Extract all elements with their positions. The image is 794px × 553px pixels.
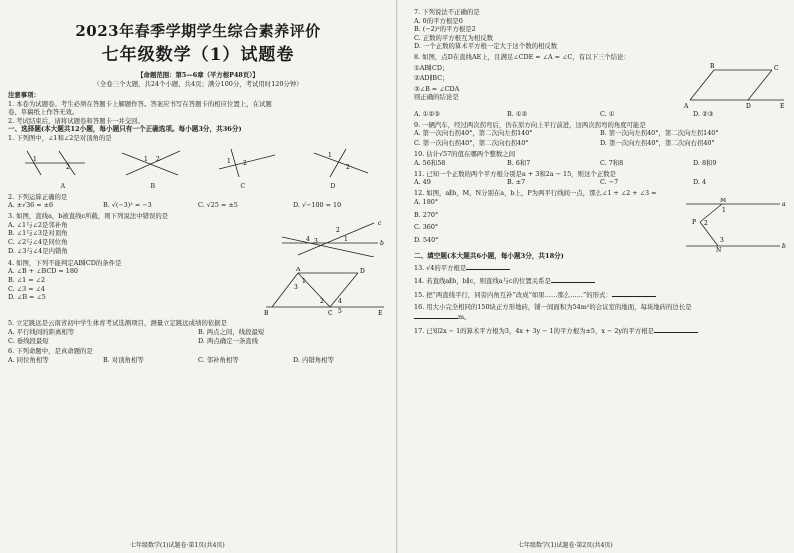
q1-figure-b xyxy=(116,145,186,181)
svg-text:1: 1 xyxy=(327,151,332,159)
question-11: 11. 已知一个正数的两个平方根分别是a + 3和2a − 15，则这个正数是 xyxy=(414,169,616,178)
q8-body xyxy=(414,62,786,110)
question-8: 8. 如图，点D在直线AE上，且满足∠CDE = ∠A = ∠C，有以下三个结论： xyxy=(414,52,630,61)
q14-text: 14. 若直线a∥b，b∥c，则直线a与c的位置关系是 xyxy=(414,277,551,286)
svg-text:1: 1 xyxy=(143,155,148,163)
question-7: 7. 下列说法不正确的是 xyxy=(414,8,480,16)
page-2-footer: 七年级数学(1)试题卷·第2页(共4页) xyxy=(518,542,613,549)
q2-option-b: B. √(−3)² = −3 xyxy=(103,201,152,210)
svg-text:B: B xyxy=(710,62,715,70)
q7-option-b: B. (−2)²的平方根是2 xyxy=(414,25,476,34)
q17-blank[interactable] xyxy=(654,326,698,333)
question-10: 10. 估计√57的值在哪两个整数之间 xyxy=(414,150,516,159)
svg-text:1: 1 xyxy=(226,157,231,165)
q8-figure xyxy=(676,62,786,110)
q1-label-c: C xyxy=(240,182,246,190)
question-1: 1. 下列图中，∠1和∠2是对顶角的是 xyxy=(8,133,112,142)
question-2: 2. 下列运算正确的是 xyxy=(8,192,68,201)
notice-1-cont: 卷、草稿纸上作答无效。 xyxy=(8,108,79,117)
q4-figure xyxy=(258,267,388,317)
question-15 xyxy=(414,290,786,300)
q6-option-b: B. 对顶角相等 xyxy=(103,355,144,364)
exam-subtitle: 七年级数学（1）试题卷 xyxy=(101,45,295,65)
svg-text:A: A xyxy=(296,267,301,274)
q10-option-c: C. 7和8 xyxy=(600,158,624,167)
q3-option-a: A. ∠1与∠2是邻补角 xyxy=(8,220,68,229)
q11-option-d: D. 4 xyxy=(693,178,707,187)
q7-option-a: A. 0的平方根是0 xyxy=(414,16,463,25)
svg-text:3: 3 xyxy=(720,236,724,244)
question-16-cont xyxy=(414,312,786,322)
notice-title: 注意事项： xyxy=(8,91,40,99)
svg-text:D: D xyxy=(360,268,365,276)
q9-option-a: A. 第一次向右拐40°，第二次向左拐140° xyxy=(414,129,533,138)
svg-text:M: M xyxy=(720,197,727,204)
notice-1: 1. 本卷为试题卷。考生必须在答题卡上解题作答。答案应书写在答题卡的相应位置上，在试题 xyxy=(8,99,272,108)
svg-text:C: C xyxy=(774,64,779,72)
page-1-footer: 七年级数学(1)试题卷·第1页(共4页) xyxy=(130,542,225,549)
q6-option-a: A. 同位角相等 xyxy=(8,355,49,364)
q1-labels xyxy=(8,183,388,191)
q9-option-d: D. 第一次向左拐40°，第二次向右拐40° xyxy=(600,138,715,147)
q5-option-b: B. 两点之间，线段最短 xyxy=(198,327,265,336)
svg-text:4: 4 xyxy=(306,235,310,243)
svg-text:b: b xyxy=(782,242,786,250)
q2-option-c: C. √25 = ±5 xyxy=(198,201,238,210)
q5-options xyxy=(8,328,388,347)
svg-text:2: 2 xyxy=(320,298,324,306)
svg-text:2: 2 xyxy=(336,226,340,234)
q4-option-a: A. ∠B + ∠BCD = 180 xyxy=(8,267,78,276)
q4-option-d: D. ∠B = ∠5 xyxy=(8,293,46,302)
q3-option-d: D. ∠3与∠4是内错角 xyxy=(8,246,68,255)
q2-option-a: A. ±√36 = ±6 xyxy=(8,201,54,210)
q15-text: 15. 把“两直线平行，同旁内角互补”改成“如果……那么……”的形式： xyxy=(414,290,612,299)
q8-option-a: A. ①②③ xyxy=(414,109,440,118)
question-12: 12. 如图，a∥b，M，N分别在a，b上，P为两平行线间一点，那么∠1 + ∠2 + ∠3 = xyxy=(414,189,657,198)
exam-meta: （全卷三个大题，共24个小题，共4页；满分100分，考试用时120分钟） xyxy=(93,80,303,88)
q8-option-d: D. ②③ xyxy=(693,109,714,118)
svg-text:1: 1 xyxy=(344,235,348,243)
question-14 xyxy=(414,276,786,286)
q5-option-a: A. 平行线间的距离相等 xyxy=(8,327,75,336)
svg-text:A: A xyxy=(684,102,689,110)
q11-option-b: B. ±7 xyxy=(507,178,526,187)
svg-text:D: D xyxy=(746,102,751,110)
q12-option-c: C. 360° xyxy=(414,223,439,232)
svg-text:B: B xyxy=(264,310,269,318)
q5-option-c: C. 垂线段最短 xyxy=(8,337,49,346)
q16-unit: m。 xyxy=(458,312,471,321)
question-9: 9. 一辆汽车，经过两次拐弯后，仍在原方向上平行前进，这两次拐弯的角度可能是 xyxy=(414,120,646,129)
q8-ask: 则正确的结论是 xyxy=(414,93,459,102)
q4-option-c: C. ∠3 = ∠4 xyxy=(8,284,45,293)
q10-option-a: A. 56和58 xyxy=(414,158,446,167)
svg-text:1: 1 xyxy=(32,155,37,163)
exam-scope: 【命题范围：第5—6章（平方根P48页）】 xyxy=(137,71,259,79)
svg-text:2: 2 xyxy=(345,163,350,171)
q7-option-d: D. 一个正数的算术平方根一定大于这个数的相反数 xyxy=(414,42,558,51)
svg-text:2: 2 xyxy=(704,219,708,227)
q3-option-b: B. ∠1与∠3是对顶角 xyxy=(8,229,68,238)
q12-option-a: A. 180° xyxy=(414,197,439,206)
q10-option-b: B. 6和7 xyxy=(507,158,531,167)
svg-text:b: b xyxy=(380,239,384,247)
q7-option-c: C. 正数的平方根互为相反数 xyxy=(414,33,494,42)
q1-figure-c xyxy=(211,145,281,181)
svg-text:E: E xyxy=(780,102,785,110)
q1-label-d: D xyxy=(330,182,336,190)
q12-figure xyxy=(656,198,786,252)
question-13 xyxy=(414,263,786,273)
question-17 xyxy=(414,326,786,336)
q1-figures xyxy=(8,145,388,181)
q2-options xyxy=(8,201,388,210)
q2-option-d: D. √−100 = 10 xyxy=(293,201,342,210)
section-2-heading: 二、填空题(本大题共6小题，每小题3分，共18分) xyxy=(414,251,564,260)
q8-statement-3: ③∠B = ∠CDA xyxy=(414,84,460,93)
q8-option-b: B. ①② xyxy=(507,109,528,118)
q6-option-d: D. 内错角相等 xyxy=(293,355,334,364)
q14-blank[interactable] xyxy=(551,276,595,283)
q5-option-d: D. 两点确定一条直线 xyxy=(198,337,259,346)
q15-blank[interactable] xyxy=(612,290,656,297)
q1-label-b: B xyxy=(150,182,155,190)
q8-options xyxy=(414,110,786,119)
q9-options xyxy=(414,129,786,148)
q16-blank[interactable] xyxy=(414,312,458,319)
svg-text:1: 1 xyxy=(722,206,726,214)
svg-text:1: 1 xyxy=(302,278,306,286)
q13-blank[interactable] xyxy=(466,263,510,270)
q1-figure-a xyxy=(21,145,91,181)
q12-option-b: B. 270° xyxy=(414,210,439,219)
exam-title: 2023年春季学期学生综合素养评价 xyxy=(75,22,321,40)
svg-text:C: C xyxy=(328,310,333,318)
q1-figure-d xyxy=(306,145,376,181)
q8-statement-1: ①AB∥CD； xyxy=(414,63,449,72)
q4-body xyxy=(8,267,388,317)
svg-text:a: a xyxy=(782,200,786,208)
q11-option-a: A. 49 xyxy=(414,178,431,187)
svg-text:P: P xyxy=(692,218,697,226)
q3-figure xyxy=(278,221,388,257)
question-16: 16. 用大小完全相同的150块正方形地砖，铺一间面积为54m²的会议室的地面，每块地砖的边长是 xyxy=(414,303,692,312)
q12-body xyxy=(414,198,786,252)
q8-statement-2: ②AD∥BC； xyxy=(414,74,449,83)
q12-option-d: D. 540° xyxy=(414,235,439,244)
question-4: 4. 如图，下列不能判定AB∥CD的条件是 xyxy=(8,258,122,267)
svg-text:2: 2 xyxy=(155,155,160,163)
svg-text:2: 2 xyxy=(242,159,247,167)
q9-option-c: C. 第一次向右拐40°，第二次向右拐40° xyxy=(414,138,529,147)
svg-text:3: 3 xyxy=(314,237,318,245)
svg-text:4: 4 xyxy=(338,298,342,306)
q3-body xyxy=(8,221,388,257)
q9-option-b: B. 第一次向左拐40°，第二次向左拐140° xyxy=(600,129,719,138)
q6-options xyxy=(8,356,388,365)
question-5: 5. 立定跳远是云南省初中学生体育考试选测项目，测量立定跳远成绩的依据是 xyxy=(8,319,228,328)
svg-text:N: N xyxy=(716,246,722,252)
q3-option-c: C. ∠2与∠4是同位角 xyxy=(8,237,68,246)
q10-options xyxy=(414,159,786,168)
svg-text:E: E xyxy=(378,310,383,318)
notice-2: 2. 考试结束后，请将试题卷和答题卡一并交回。 xyxy=(8,116,144,125)
q13-text: 13. √4的平方根是 xyxy=(414,263,467,272)
svg-text:5: 5 xyxy=(338,308,342,316)
q11-options xyxy=(414,178,786,187)
q11-option-c: C. −7 xyxy=(600,178,619,187)
q10-option-d: D. 8和9 xyxy=(693,158,717,167)
q4-option-b: B. ∠1 = ∠2 xyxy=(8,275,46,284)
page-2 xyxy=(398,0,794,553)
section-1-heading: 一、选择题(本大题共12小题，每小题只有一个正确选项。每小题3分，共36分) xyxy=(8,125,242,134)
svg-text:c: c xyxy=(378,220,382,227)
q17-text: 17. 已知2x − 1的算术平方根为3，4x + 3y − 1的平方根为±5，x − 2y的平方根是 xyxy=(414,326,654,335)
q8-option-c: C. ① xyxy=(600,109,615,118)
svg-text:3: 3 xyxy=(294,284,298,292)
q1-label-a: A xyxy=(60,182,66,190)
svg-text:2: 2 xyxy=(65,163,70,171)
question-6: 6. 下列命题中，是真命题的是 xyxy=(8,346,93,355)
question-3: 3. 如图，直线a，b被直线c所截，则下列说法中错误的是 xyxy=(8,212,169,221)
q6-option-c: C. 邻补角相等 xyxy=(198,355,239,364)
